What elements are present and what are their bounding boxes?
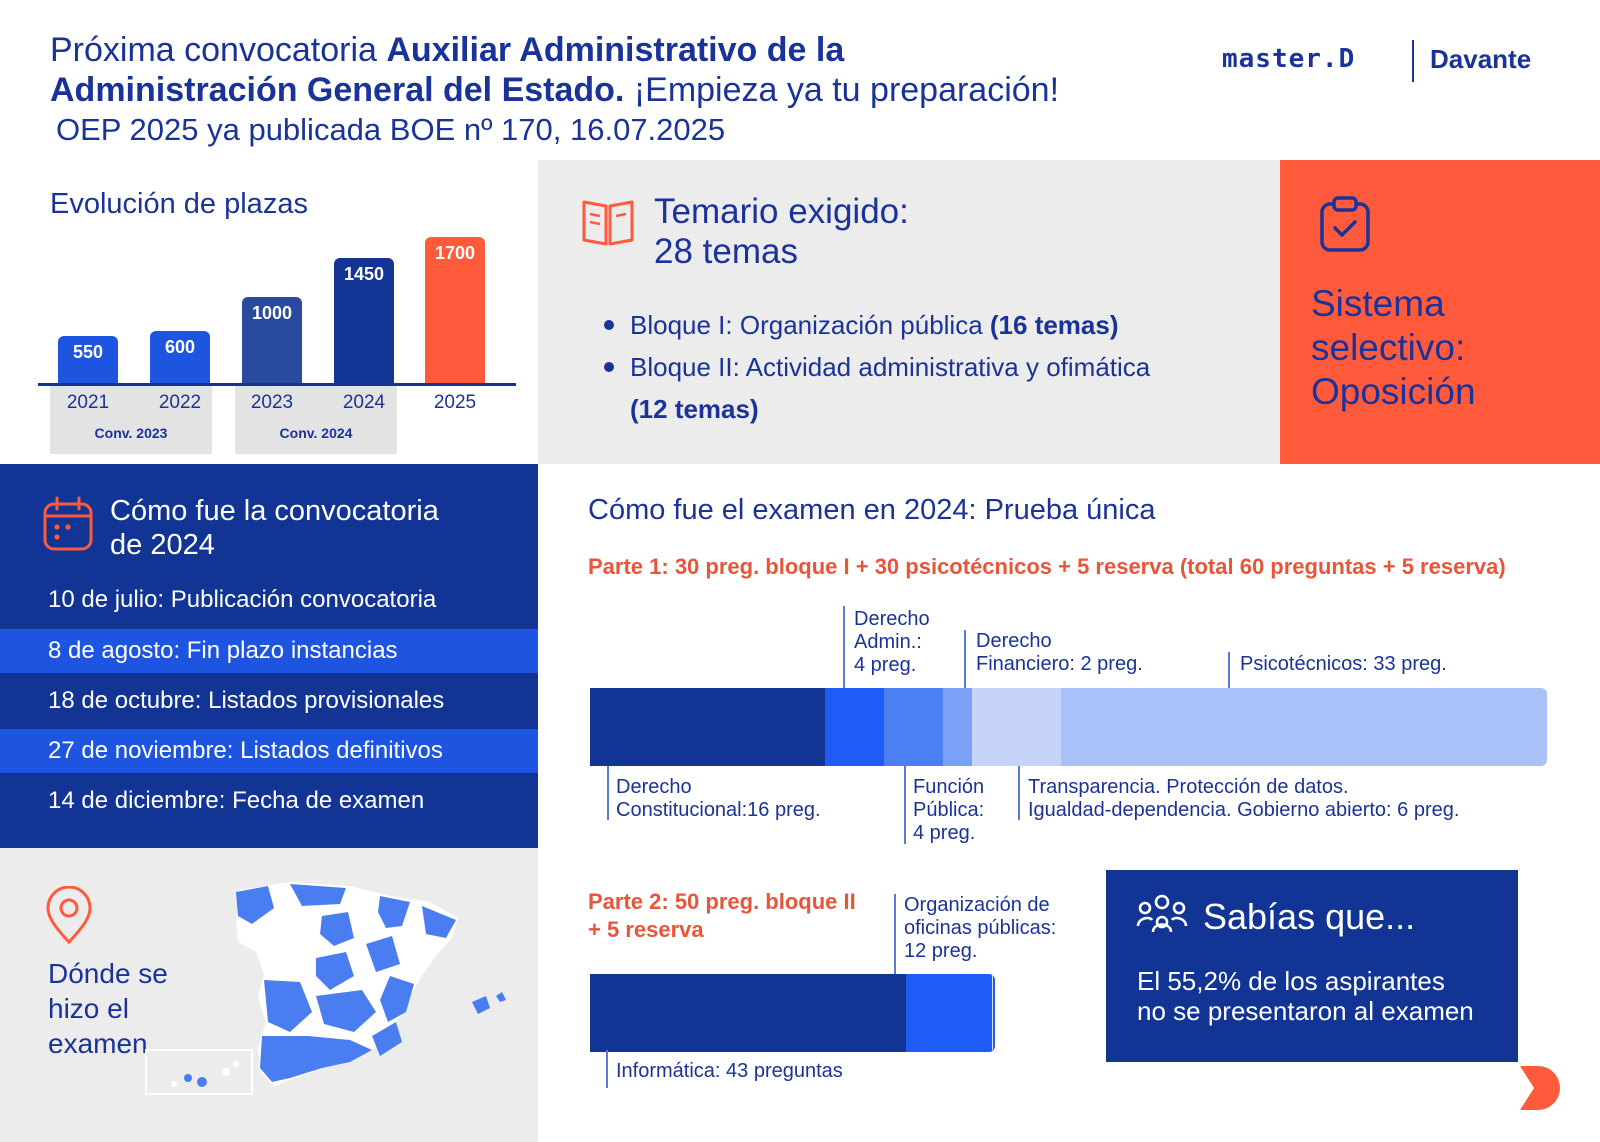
ann-line [843, 606, 845, 688]
divider [992, 974, 993, 1050]
bloque1-bold: (16 temas) [989, 310, 1119, 340]
ann-text: 4 preg. [913, 822, 976, 844]
ann-line [964, 630, 966, 688]
timeline-item: 8 de agosto: Fin plazo instancias [0, 629, 538, 673]
exam-title: Cómo fue el examen en 2024: Prueba única [588, 494, 1156, 526]
ann-derecho-admin [854, 608, 930, 677]
ann-text: Función [913, 776, 985, 798]
timeline-item: 14 de diciembre: Fecha de examen [48, 787, 425, 814]
header-subtitle: OEP 2025 ya publicada BOE nº 170, 16.07.2025 [56, 112, 726, 147]
parte1-segment [590, 688, 826, 766]
ann-line [1018, 766, 1020, 820]
ann-funcion-publica [913, 776, 984, 845]
timeline-item: 18 de octubre: Listados provisionales [48, 687, 445, 714]
ann-text: 12 preg. [904, 940, 978, 962]
sistema-line1: Sistema [1311, 283, 1445, 324]
ann-derecho-const [616, 776, 821, 822]
bloque2-text: Bloque II: Actividad administrativa y ofimática [630, 352, 1151, 382]
parte1-title: Parte 1: 30 preg. bloque I + 30 psicotécnicos + 5 reserva (total 60 preguntas + 5 reserva) [588, 554, 1506, 579]
parte1-segment [1061, 688, 1547, 766]
bar-value-label: 1700 [434, 243, 476, 263]
sabias-line2: no se presentaron al examen [1137, 996, 1474, 1026]
timeline-item: 10 de julio: Publicación convocatoria [48, 586, 437, 613]
temario-title-line1: Temario exigido: [654, 192, 909, 231]
ann-text: Transparencia. Protección de datos. [1028, 776, 1349, 798]
timeline-item: 27 de noviembre: Listados definitivos [0, 729, 538, 773]
sistema-line2: selectivo: [1311, 327, 1466, 368]
parte1-segment [884, 688, 943, 766]
ann-line [606, 1050, 608, 1088]
bloque1-text: Bloque I: Organización pública [630, 310, 990, 340]
chart-title: Evolución de plazas [50, 188, 308, 220]
ann-line [607, 766, 609, 820]
brand-mark-icon [1516, 1062, 1566, 1112]
sabias-title: Sabías que... [1203, 896, 1416, 937]
sabias-text [1137, 966, 1517, 1026]
parte2-title [588, 888, 856, 944]
bar-value-label: 600 [164, 337, 196, 357]
parte2-title-line2: + 5 reserva [588, 917, 704, 942]
ann-text: Derecho [976, 630, 1052, 652]
ann-text: Derecho [854, 608, 930, 630]
ann-text: 4 preg. [854, 654, 917, 676]
temario-title-line2: 28 temas [654, 232, 798, 271]
sistema-line3: Oposición [1311, 371, 1476, 412]
header-line2-bold: Administración General del Estado. [50, 71, 625, 109]
map-title-line1: Dónde se [48, 958, 168, 989]
ann-line [894, 894, 896, 974]
ann-informatica: Informática: 43 preguntas [616, 1060, 843, 1082]
map-title-line2: hizo el [48, 993, 129, 1024]
ann-psicotecnicos: Psicotécnicos: 33 preg. [1240, 653, 1447, 675]
ann-text: Financiero: 2 preg. [976, 653, 1143, 675]
ann-text: Constitucional:16 preg. [616, 799, 821, 821]
ann-organizacion [904, 894, 1056, 963]
x-tick-label: 2022 [158, 392, 202, 413]
conv-2024-label: Conv. 2024 [279, 425, 353, 441]
bloque2-bold: (12 temas) [630, 394, 759, 424]
x-tick-label: 2024 [342, 392, 386, 413]
parte1-segment [972, 688, 1061, 766]
header-line1-bold: Auxiliar Administrativo de la [386, 31, 845, 69]
ann-text: Pública: [913, 799, 985, 821]
parte1-segment [825, 688, 884, 766]
x-tick-label: 2021 [66, 392, 110, 413]
x-tick-label: 2025 [433, 392, 477, 413]
timeline-title-line2: de 2024 [110, 529, 215, 561]
ann-transparencia [1028, 776, 1459, 822]
ann-line [1228, 652, 1230, 688]
timeline-title-line1: Cómo fue la convocatoria [110, 495, 439, 527]
bar-value-label: 1000 [251, 303, 293, 323]
header-line2-normal: ¡Empieza ya tu preparación! [624, 71, 1060, 109]
people-group-icon [1136, 892, 1188, 942]
map-title-line3: examen [48, 1028, 148, 1059]
sabias-line1: El 55,2% de los aspirantes [1137, 966, 1445, 996]
conv-2023-label: Conv. 2023 [94, 425, 168, 441]
logo-masterd: master.D [1222, 44, 1356, 74]
logo-davante: Davante [1430, 44, 1532, 74]
ann-text: oficinas públicas: [904, 917, 1057, 939]
x-tick-label: 2023 [250, 392, 294, 413]
parte2-title-line1: Parte 2: 50 preg. bloque II [588, 889, 856, 914]
bar-value-label: 550 [72, 342, 104, 362]
parte2-segment [590, 974, 907, 1052]
bar-value-label: 1450 [343, 264, 385, 284]
header-line1-normal: Próxima convocatoria [50, 31, 387, 69]
ann-text: Organización de [904, 894, 1050, 916]
ann-derecho-fin [976, 630, 1143, 676]
parte1-segment [943, 688, 973, 766]
ann-line [904, 766, 906, 844]
parte2-segment [906, 974, 995, 1052]
ann-text: Igualdad-dependencia. Gobierno abierto: 6 preg. [1028, 799, 1460, 821]
ann-text: Derecho [616, 776, 692, 798]
ann-text: Admin.: [854, 631, 922, 653]
